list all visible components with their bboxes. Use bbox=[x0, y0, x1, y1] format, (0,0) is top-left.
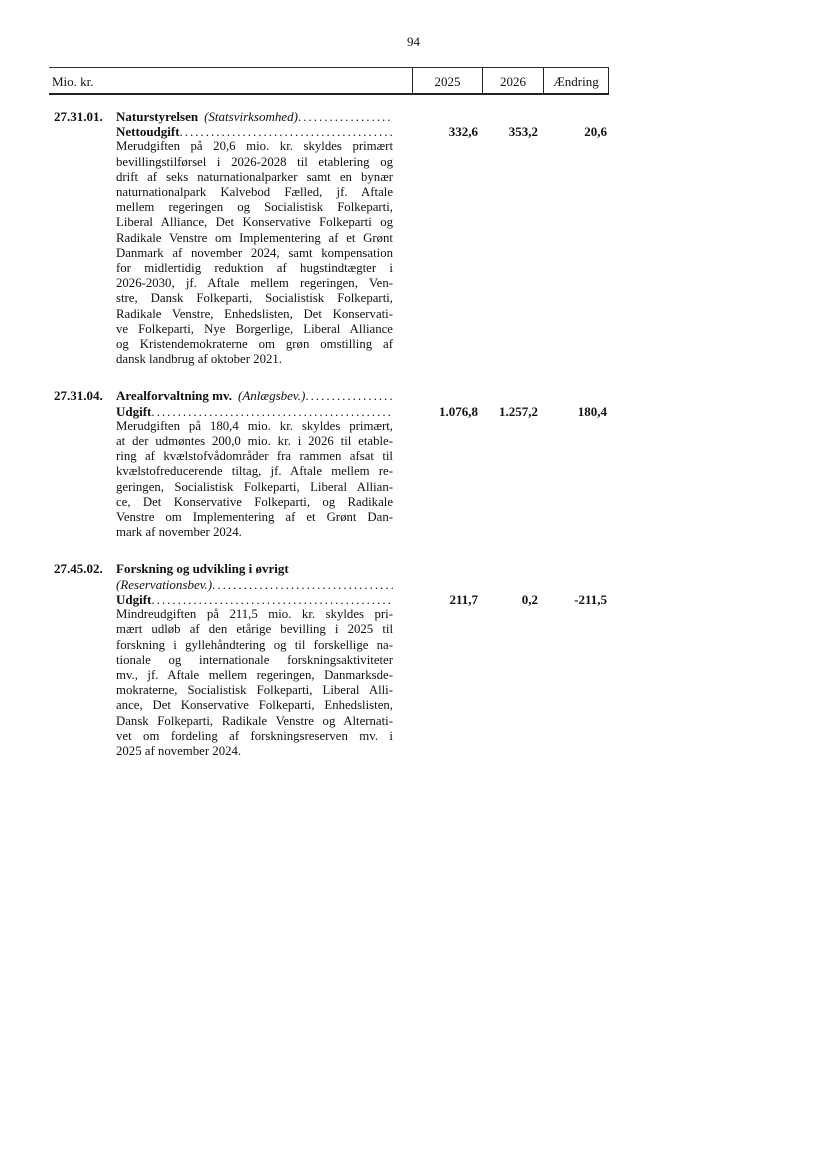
paragraph-line: vet om fordeling af forskningsreserven mv. i bbox=[116, 728, 393, 743]
table-header bbox=[49, 67, 609, 95]
budget-type-label: (Statsvirksomhed) bbox=[204, 109, 298, 124]
paragraph-line: ance, Det Konservative Folkeparti, Enhedslisten, bbox=[116, 698, 393, 713]
amount-label: Udgift bbox=[116, 403, 152, 419]
budget-entry-27-45-02 bbox=[49, 561, 609, 759]
paragraph-line: Radikale Venstre om Implementering af et Grønt bbox=[116, 230, 393, 245]
value-change: -211,5 bbox=[574, 591, 607, 607]
paragraph-line: forskning i gyllehåndtering og til forskellige na- bbox=[116, 637, 393, 652]
paragraph-line: mokraterne, Socialistisk Folkeparti, Liberal Alli- bbox=[116, 683, 393, 698]
budget-entry-27-31-01 bbox=[49, 109, 609, 367]
column-header-2026: 2026 bbox=[482, 68, 543, 93]
account-heading-row bbox=[49, 109, 609, 124]
paragraph-line: mellem regeringen og Socialistisk Folkeparti, bbox=[116, 200, 393, 215]
paragraph-line: Merudgiften på 180,4 mio. kr. skyldes primært, bbox=[116, 418, 393, 433]
paragraph-line: ring af kvælstofvådområder fra rammen afsat til bbox=[116, 449, 393, 464]
paragraph-line: Venstre om Implementering af et Grønt Dan- bbox=[116, 510, 393, 525]
paragraph-line: ce, Det Konservative Folkeparti, og Radikale bbox=[116, 494, 393, 509]
budget-entry-27-31-04 bbox=[49, 388, 609, 540]
value-2025: 211,7 bbox=[449, 591, 478, 607]
account-title: Forskning og udvikling i øvrigt bbox=[116, 561, 289, 577]
amount-row bbox=[49, 124, 609, 139]
explanation-row bbox=[49, 419, 609, 541]
paragraph-line: naturnationalpark Kalvebod Fælled, jf. Aftale bbox=[116, 185, 393, 200]
value-2026: 0,2 bbox=[521, 591, 538, 607]
paragraph-line: og Kristendemokraterne om grøn omstilling af bbox=[116, 337, 393, 352]
page-number: 94 bbox=[407, 34, 420, 49]
paragraph-line: kvælstofreducerende tiltag, jf. Aftale mellem re- bbox=[116, 464, 393, 479]
dot-leader bbox=[298, 109, 393, 124]
amount-label: Udgift bbox=[116, 591, 152, 607]
explanatory-paragraph bbox=[116, 139, 393, 367]
explanatory-paragraph bbox=[116, 607, 393, 759]
unit-column-header: Mio. kr. bbox=[52, 74, 94, 89]
paragraph-line: mv., jf. Aftale mellem regeringen, Danmarksde- bbox=[116, 667, 393, 682]
value-2025: 332,6 bbox=[448, 124, 478, 140]
column-header-2025: 2025 bbox=[412, 68, 482, 93]
paragraph-line: Mindreudgiften på 211,5 mio. kr. skyldes pri- bbox=[116, 607, 393, 622]
account-heading-row bbox=[49, 388, 609, 403]
account-code: 27.45.02. bbox=[54, 561, 103, 577]
paragraph-line: dansk landbrug af oktober 2021. bbox=[116, 352, 282, 367]
paragraph-line: at der udmøntes 200,0 mio. kr. i 2026 til etable- bbox=[116, 434, 393, 449]
value-2026: 353,2 bbox=[508, 124, 538, 140]
account-code: 27.31.04. bbox=[54, 388, 103, 404]
amount-label: Nettoudgift bbox=[116, 124, 180, 140]
paragraph-line: 2025 af november 2024. bbox=[116, 743, 242, 758]
paragraph-line: geringen, Socialistisk Folkeparti, Liberal Allian- bbox=[116, 479, 393, 494]
value-2026: 1.257,2 bbox=[499, 403, 538, 419]
amount-row bbox=[49, 404, 609, 419]
budget-type-label: (Anlægsbev.) bbox=[238, 388, 306, 404]
explanation-row bbox=[49, 139, 609, 367]
paragraph-line: mark af november 2024. bbox=[116, 525, 242, 540]
dot-leader bbox=[151, 404, 393, 419]
account-code: 27.31.01. bbox=[54, 109, 103, 124]
paragraph-line: tionale og internationale forskningsaktiviteter bbox=[116, 652, 393, 667]
value-2025: 1.076,8 bbox=[439, 403, 478, 419]
dot-leader bbox=[180, 124, 393, 139]
amount-row bbox=[49, 592, 609, 607]
dot-leader bbox=[151, 592, 393, 607]
paragraph-line: Danmark af november 2024, samt kompensation bbox=[116, 245, 393, 260]
paragraph-line: ve Folkeparti, Nye Borgerlige, Liberal Alliance bbox=[116, 321, 393, 336]
paragraph-line: stre, Dansk Folkeparti, Socialistisk Folkeparti, bbox=[116, 291, 393, 306]
explanation-row bbox=[49, 607, 609, 759]
account-title: Naturstyrelsen bbox=[116, 109, 199, 124]
dot-leader bbox=[212, 577, 393, 592]
paragraph-line: Liberal Alliance, Det Konservative Folkeparti og bbox=[116, 215, 393, 230]
explanatory-paragraph bbox=[116, 419, 393, 541]
paragraph-line: for midlertidig reduktion af hugstindtægter i bbox=[116, 261, 393, 276]
paragraph-line: Dansk Folkeparti, Radikale Venstre og Alternati- bbox=[116, 713, 393, 728]
column-header-change: Ændring bbox=[543, 68, 609, 93]
paragraph-line: Merudgiften på 20,6 mio. kr. skyldes primært bbox=[116, 139, 393, 154]
budget-type-label: (Reservationsbev.) bbox=[116, 576, 213, 592]
paragraph-line: mært udløb af den etårige bevilling i 2025 til bbox=[116, 622, 393, 637]
dot-leader bbox=[305, 388, 393, 403]
paragraph-line: 2026-2030, jf. Aftale mellem regeringen, Ven- bbox=[116, 276, 393, 291]
paragraph-line: drift af seks naturnationalparker samt en bynær bbox=[116, 169, 393, 184]
paragraph-line: bevillingstilførsel i 2026-2028 til etablering og bbox=[116, 154, 393, 169]
document-body bbox=[49, 109, 609, 759]
paragraph-line: Radikale Venstre, Enhedslisten, Det Konservati- bbox=[116, 306, 393, 321]
value-change: 180,4 bbox=[577, 403, 607, 419]
value-change: 20,6 bbox=[584, 124, 607, 140]
account-heading-row bbox=[49, 561, 609, 591]
account-title: Arealforvaltning mv. bbox=[116, 388, 233, 404]
